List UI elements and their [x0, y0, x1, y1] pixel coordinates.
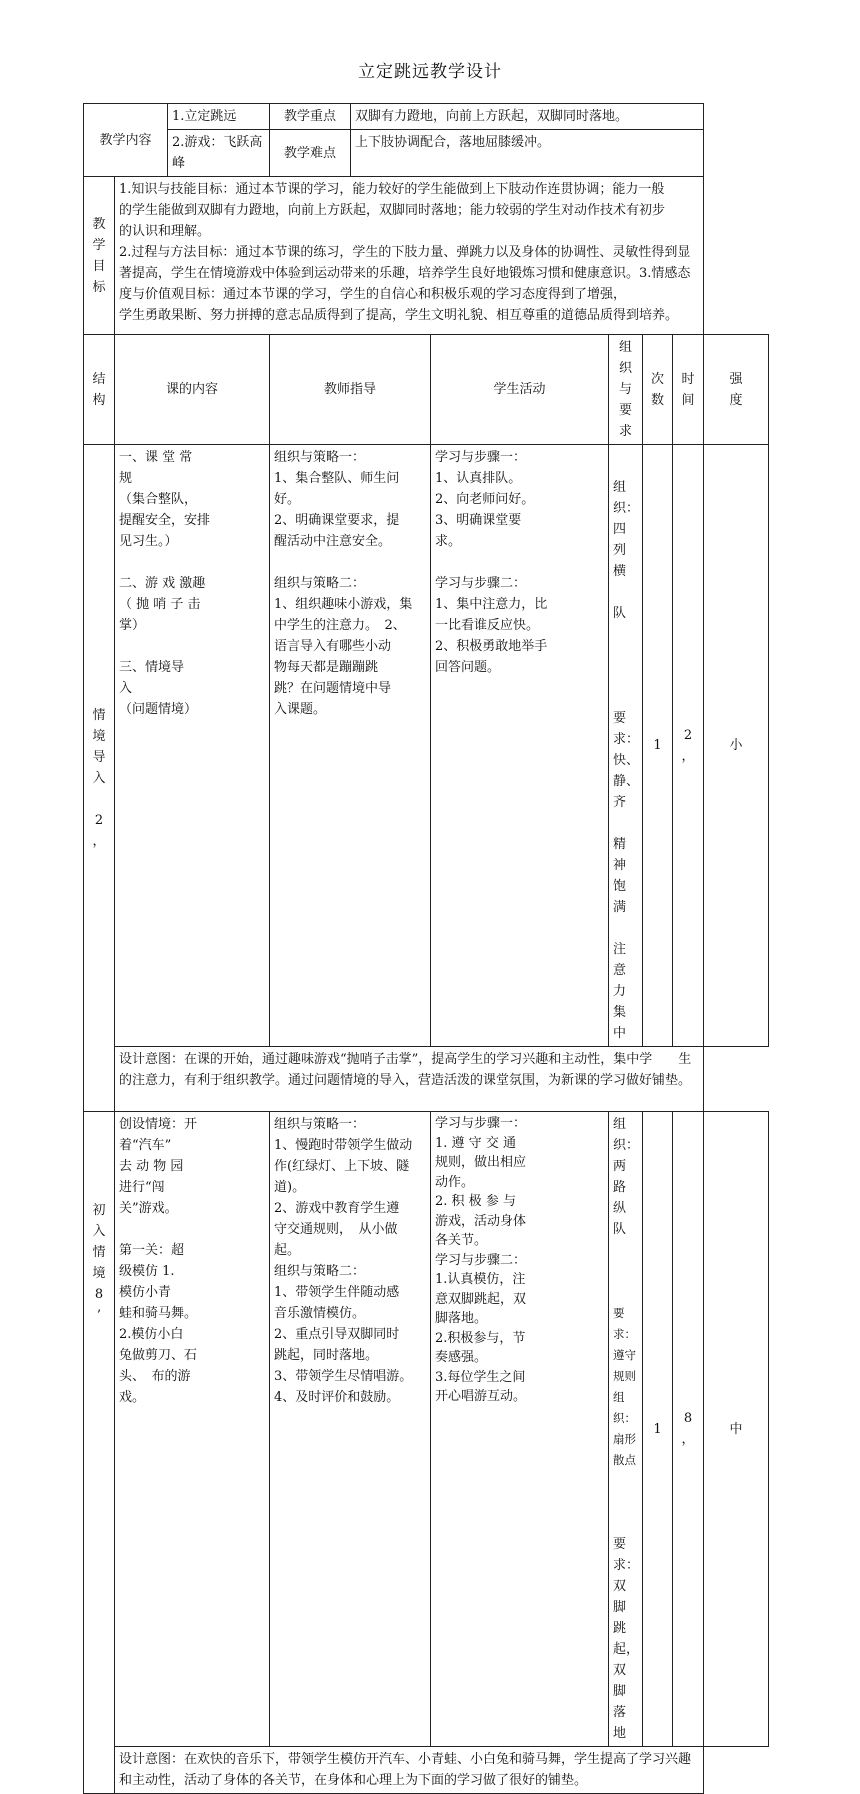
section2-label: 初 入 情 境 8 ’ — [84, 1112, 115, 1794]
section1-intensity: 小 — [704, 445, 769, 1047]
content-item-2: 2.游戏：飞跃高峰 — [168, 130, 270, 177]
section2-times: 1 — [643, 1112, 673, 1747]
section2-teacher: 组织与策略一： 1、慢跑时带领学生做动 作(红绿灯、上下坡、隧道)。 2、游戏中教育学生遵 守交通规则， 从小做 起。 组织与策略二： 1、带领学生伴随动感 音乐激情模仿。 2、重点引导双脚同时 跳起，同时落地。 3、带领学生尽情唱游。 4、及时评价和鼓励。 — [270, 1112, 431, 1747]
col-times: 次 数 — [643, 335, 673, 445]
difficulty-label: 教学难点 — [270, 130, 351, 177]
key-text: 双脚有力蹬地，向前上方跃起，双脚同时落地。 — [351, 104, 704, 130]
col-intensity: 强 度 — [704, 335, 769, 445]
section1-time: 2 ， — [673, 445, 704, 1047]
section2-student: 学习与步骤一： 1. 遵 守 交 通 规则，做出相应 动作。 2. 积 极 参 与 游戏，活动身体 各关节。 学习与步骤二： 1.认真模仿，注 意双脚跳起，双 脚落地。 2.积极参与，节 奏感强。 3.每位学生之间 开心唱游互动。 — [431, 1112, 609, 1747]
col-org: 组织与要求 — [609, 335, 643, 445]
section2-intensity: 中 — [704, 1112, 769, 1747]
section1-label: 情 境 导 入 2 ， — [84, 445, 115, 1112]
lesson-plan-table — [83, 103, 769, 1794]
section2-content: 创设情境：开 着“汽车” 去 动 物 园 进行“闯 关”游戏。 第一关：超 级模仿 1. 模仿小青 蛙和骑马舞。 2.模仿小白 兔做剪刀、石 头、 布的游 戏。 — [115, 1112, 270, 1747]
section1-org: 组织：四列横 队 要求：快、静、齐 精神饱满 注意力集中 — [609, 445, 643, 1047]
col-structure: 结 构 — [84, 335, 115, 445]
content-label: 教学内容 — [84, 104, 168, 177]
section1-times: 1 — [643, 445, 673, 1047]
col-time: 时 间 — [673, 335, 704, 445]
col-content: 课的内容 — [115, 335, 270, 445]
content-item-1: 1.立定跳远 — [168, 104, 270, 130]
section2-org: 组织：两路纵队 要求：遵守规则 组织：扇形散点 要求：双脚跳起，双脚 落地 — [609, 1112, 643, 1747]
objective-1: 1.知识与技能目标：通过本节课的学习，能力较好的学生能做到上下肢动作连贯协调；能力一般 的学生能做到双脚有力蹬地，向前上方跃起，双脚同时落地；能力较弱的学生对动作技术有初步 的认识和理解。 — [119, 182, 692, 239]
section1-student: 学习与步骤一： 1、认真排队。 2、向老师问好。 3、明确课堂要 求。 学习与步骤二： 1、集中注意力，比 一比看谁反应快。 2、积极勇敢地举手 回答问题。 — [431, 445, 609, 1047]
col-teacher: 教师指导 — [270, 335, 431, 445]
page-title: 立定跳远教学设计 — [358, 62, 502, 82]
section1-content: 一、课 堂 常 规 （集合整队， 提醒安全，安排 见习生。） 二、游 戏 激趣 （ 抛 哨 子 击 掌） 三、情境导 入 （问题情境） — [115, 445, 270, 1047]
section1-design: 设计意图：在课的开始，通过趣味游戏“抛哨子击掌”，提高学生的学习兴趣和主动性，集中学 生的注意力，有利于组织教学。通过问题情境的导入，营造活泼的课堂氛围，为新课的学习做好铺垫。 — [115, 1047, 704, 1112]
col-student: 学生活动 — [431, 335, 609, 445]
objective-2: 2.过程与方法目标：通过本节课的练习，学生的下肢力量、弹跳力以及身体的协调性、灵敏性得到显著提高，学生在情境游戏中体验到运动带来的乐趣，培养学生良好地锻炼习惯和健康意识。3.情感态度与价值观目标：通过本节课的学习，学生的自信心和积极乐观的学习态度得到了增强， — [119, 245, 691, 302]
section2-design: 设计意图：在欢快的音乐下，带领学生模仿开汽车、小青蛙、小白兔和骑马舞，学生提高了学习兴趣和主动性，活动了身体的各关节，在身体和心理上为下面的学习做了很好的铺垫。 — [115, 1747, 704, 1794]
difficulty-text: 上下肢协调配合，落地屈膝缓冲。 — [351, 130, 704, 177]
key-label: 教学重点 — [270, 104, 351, 130]
objective-3: 学生勇敢果断、努力拼搏的意志品质得到了提高，学生文明礼貌、相互尊重的道德品质得到培养。 — [119, 308, 679, 323]
section2-time: 8 ， — [673, 1112, 704, 1747]
section1-teacher: 组织与策略一： 1、集合整队、师生问 好。 2、明确课堂要求，提 醒活动中注意安全。 组织与策略二： 1、组织趣味小游戏，集 中学生的注意力。 2、 语言导入有哪些小动 物每天都是蹦蹦跳 跳？在问题情境中导 入课题。 — [270, 445, 431, 1047]
objectives-text — [115, 177, 704, 335]
objectives-label: 教 学 目 标 — [84, 177, 115, 335]
